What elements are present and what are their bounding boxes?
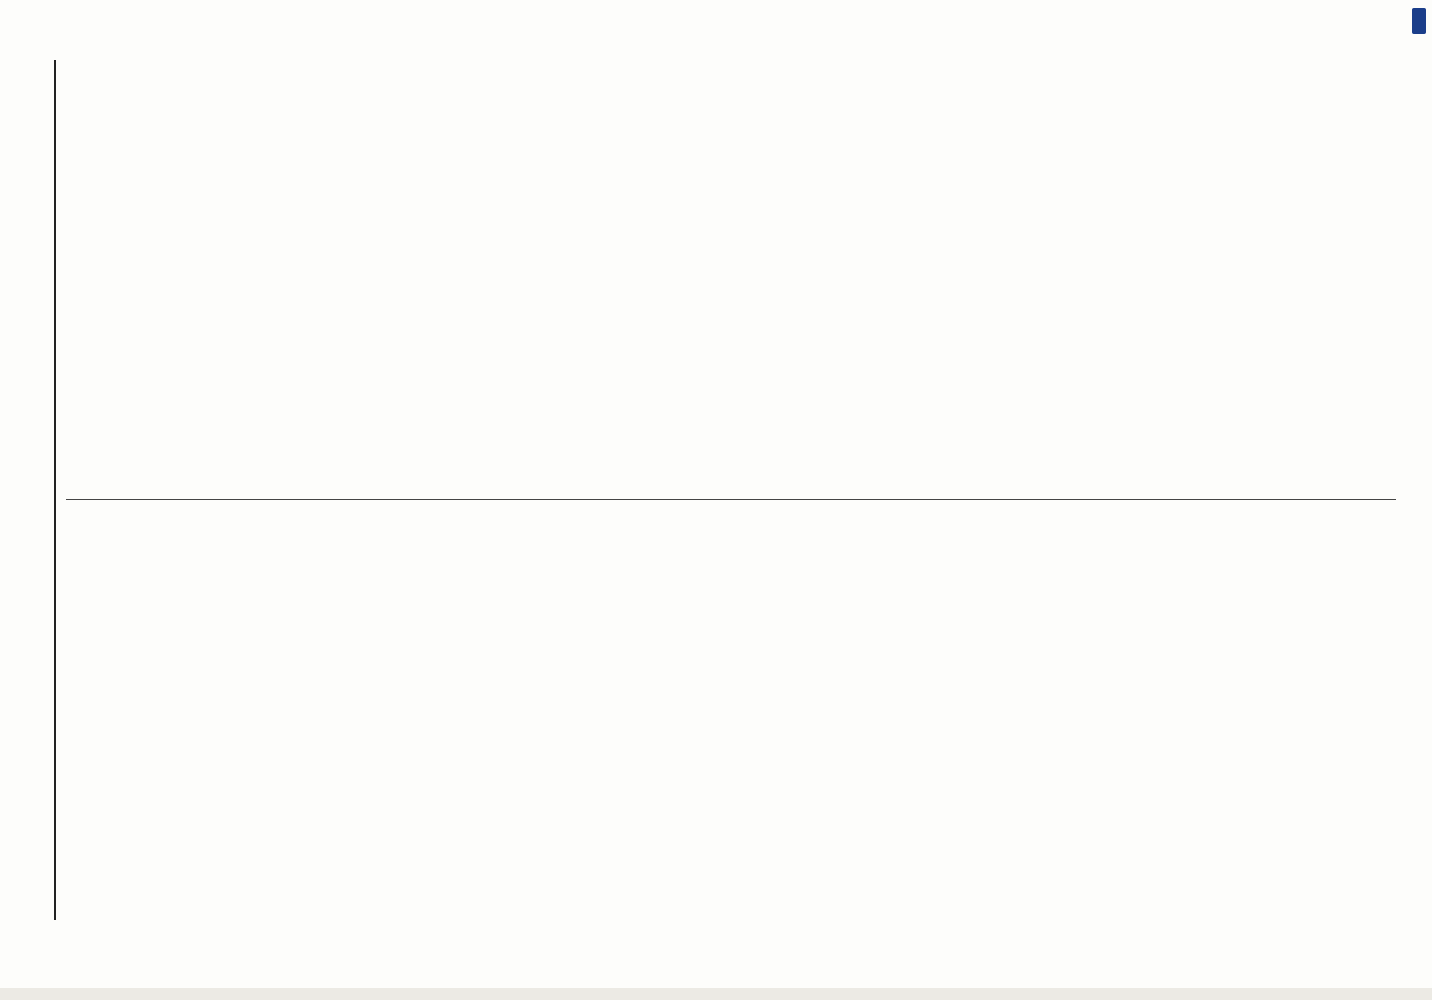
dfg-logo-icon bbox=[1412, 8, 1426, 34]
left-column bbox=[66, 507, 1396, 922]
scan-edge bbox=[0, 988, 1432, 1000]
header-rule bbox=[54, 60, 56, 920]
column-divider bbox=[66, 499, 1396, 500]
right-column bbox=[66, 75, 1396, 490]
running-head bbox=[20, 60, 50, 920]
